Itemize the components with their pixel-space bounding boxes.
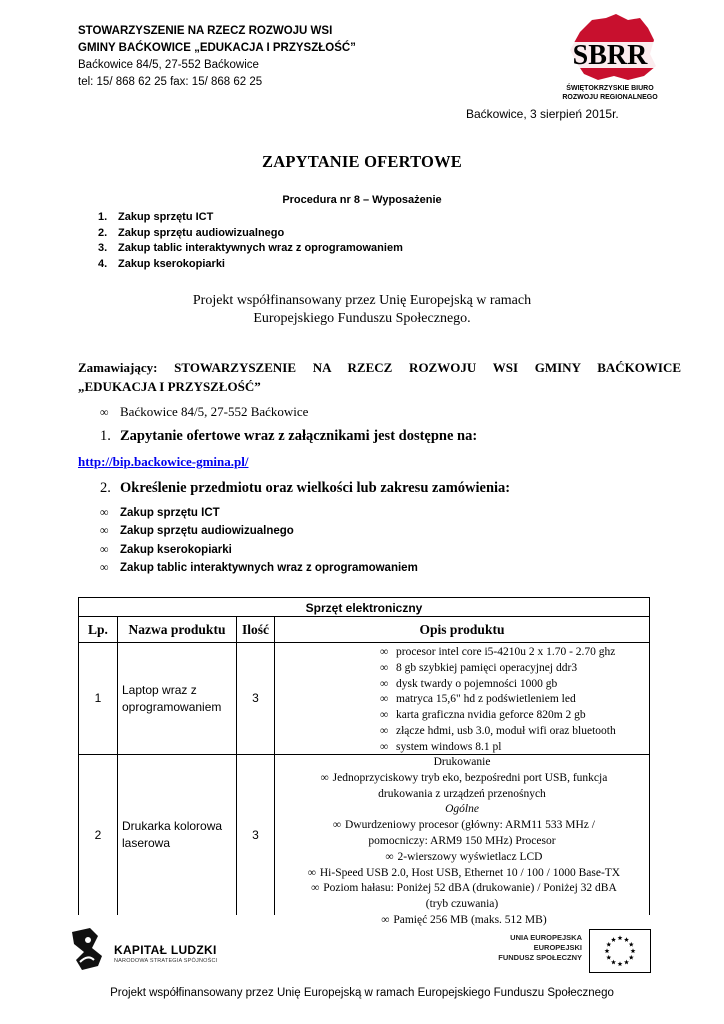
sbrr-logo [558, 14, 662, 106]
eu-star-icon [606, 955, 611, 960]
infinity-bullet-icon: ∞ [380, 661, 389, 674]
sbrr-map-icon [558, 14, 662, 82]
infinity-bullet-icon: ∞ [380, 677, 389, 690]
table-row [79, 643, 649, 755]
table-header-row [79, 617, 649, 643]
cell-description [275, 755, 649, 926]
infinity-bullet-icon: ∞ [100, 505, 109, 519]
infinity-bullet-icon: ∞ [320, 771, 329, 784]
list-item: ∞ Zakup sprzętu ICT [100, 504, 418, 522]
infinity-bullet-icon: ∞ [381, 913, 390, 926]
table-caption: Sprzęt elektroniczny [79, 598, 649, 617]
description-line: ∞ 8 gb szybkiej pamięci operacyjnej ddr3 [275, 661, 649, 677]
list-item: 2. Zakup sprzętu audiowizualnego [98, 226, 285, 239]
cell-quantity: 3 [237, 643, 275, 754]
description-line: (tryb czuwania) [425, 898, 499, 911]
eu-star-icon [605, 948, 610, 953]
eu-star-icon [618, 961, 623, 966]
bullet-list [100, 504, 418, 577]
header-lp: Lp. [79, 617, 118, 642]
infinity-bullet-icon: ∞ [100, 541, 109, 556]
org-phone: tel: 15/ 868 62 25 fax: 15/ 868 62 25 [78, 76, 263, 88]
description-line: ∞ 2-wierszowy wyświetlacz LCD [275, 850, 649, 866]
infinity-bullet-icon: ∞ [311, 882, 320, 895]
description-line: ∞ Poziom hałasu: Poniżej 52 dBA (drukowanie) / Poniżej 32 dBA [275, 881, 649, 897]
section-2-heading: 2. Określenie przedmiotu oraz wielkości lub zakresu zamówienia: [100, 480, 511, 496]
list-item: 3. Zakup tablic interaktywnych wraz z oprogramowaniem [98, 242, 403, 254]
eu-star-icon [618, 935, 623, 940]
ordering-party: Zamawiający: STOWARZYSZENIE NA RZECZ ROZWOJU WSI GMINY BAĆKOWICE [78, 360, 681, 375]
eu-line: EUROPEJSKI [533, 943, 582, 952]
ordering-address: ∞ Baćkowice 84/5, 27-552 Baćkowice [100, 404, 309, 419]
cofinancing-line: Projekt współfinansowany przez Unię Europejską w ramach [192, 293, 532, 308]
header-description: Opis produktu [419, 621, 505, 637]
description-line: Drukowanie [433, 756, 491, 768]
table-row [79, 755, 649, 926]
eu-star-icon [629, 955, 634, 960]
sbrr-logo-text: SBRR [572, 40, 648, 71]
eu-star-icon [631, 948, 636, 953]
cell-quantity: 3 [237, 755, 275, 915]
description-line: ∞ matryca 15,6" hd z podświetleniem led [275, 692, 649, 708]
page-footer: Projekt współfinansowany przez Unię Europejską w ramach Europejskiego Funduszu Społecznego [110, 987, 614, 999]
list-item: ∞ Zakup sprzętu audiowizualnego [100, 522, 418, 540]
equipment-table [78, 597, 650, 926]
header-product-name: Nazwa produktu [118, 617, 237, 642]
letterhead [78, 23, 356, 91]
infinity-bullet-icon: ∞ [380, 724, 389, 737]
infinity-bullet-icon: ∞ [100, 405, 109, 419]
cell-product-name: Drukarka kolorowa laserowa [118, 755, 237, 915]
eu-line: UNIA EUROPEJSKA [510, 933, 582, 942]
ordering-party-name: „EDUKACJA I PRZYSZŁOŚĆ” [78, 379, 261, 394]
cell-description [275, 643, 649, 754]
cell-lp: 1 [79, 643, 118, 754]
description-line: ∞ Dwurdzeniowy procesor (główny: ARM11 533 MHz / [275, 818, 649, 834]
description-line: Ogólne [445, 803, 479, 816]
procedure-heading: Procedura nr 8 – Wyposażenie [282, 194, 442, 206]
eu-star-icon [624, 937, 629, 942]
eu-star-icon [624, 960, 629, 965]
description-line: drukowania z urządzeń przenośnych [378, 787, 546, 800]
infinity-bullet-icon: ∞ [380, 693, 389, 706]
infinity-bullet-icon: ∞ [385, 850, 394, 863]
description-line: ∞ karta graficzna nvidia geforce 820m 2 gb [275, 708, 649, 724]
description-line: ∞ dysk twardy o pojemności 1000 gb [275, 677, 649, 693]
numbered-list [98, 210, 403, 272]
description-line: ∞ złącze hdmi, usb 3.0, moduł wifi oraz bluetooth [275, 724, 649, 740]
kl-subtitle: NARODOWA STRATEGIA SPÓJNOŚCI [114, 958, 218, 964]
infinity-bullet-icon: ∞ [307, 866, 316, 879]
kl-title: KAPITAŁ LUDZKI [114, 943, 217, 957]
header-quantity: Ilość [237, 617, 275, 642]
cell-lp: 2 [79, 755, 118, 915]
description-line: ∞ procesor intel core i5-4210u 2 x 1.70 - 2.70 ghz [275, 645, 649, 661]
org-name-line2: GMINY BAĆKOWICE „EDUKACJA I PRZYSZŁOŚĆ” [78, 42, 356, 54]
bip-link[interactable]: http://bip.backowice-gmina.pl/ [78, 454, 249, 469]
org-address: Baćkowice 84/5, 27-552 Baćkowice [78, 59, 259, 71]
infinity-bullet-icon: ∞ [380, 646, 389, 658]
infinity-bullet-icon: ∞ [380, 709, 389, 722]
org-name-line1: STOWARZYSZENIE NA RZECZ ROZWOJU WSI [78, 25, 333, 37]
sbrr-caption-1: ŚWIĘTOKRZYSKIE BIURO [566, 85, 654, 92]
list-item: 4. Zakup kserokopiarki [98, 257, 225, 270]
list-item: 1. Zakup sprzętu ICT [98, 211, 214, 223]
infinity-bullet-icon: ∞ [380, 740, 389, 753]
description-line: ∞ Jednoprzyciskowy tryb eko, bezpośredni port USB, funkcja [275, 771, 649, 787]
list-item: ∞ Zakup kserokopiarki [100, 541, 418, 559]
eu-star-icon [606, 942, 611, 947]
kapital-ludzki-emblem-icon [68, 926, 108, 972]
document-title: ZAPYTANIE OFERTOWE [262, 152, 462, 171]
description-line: ∞ Pamięć 256 MB (maks. 512 MB) [275, 913, 649, 929]
sbrr-caption-2: ROZWOJU REGIONALNEGO [562, 94, 658, 101]
eu-line: FUNDUSZ SPOŁECZNY [498, 953, 582, 962]
description-line: ∞ Hi-Speed USB 2.0, Host USB, Ethernet 10 / 100 / 1000 Base-TX [275, 866, 649, 882]
eu-flag-icon [589, 929, 651, 973]
section-1-heading: 1. Zapytanie ofertowe wraz z załącznikami jest dostępne na: [100, 428, 478, 444]
cell-product-name: Laptop wraz z oprogramowaniem [118, 643, 237, 754]
description-line: pomocniczy: ARM9 150 MHz) Procesor [368, 834, 556, 847]
eu-star-icon [629, 942, 634, 947]
eu-star-icon [611, 937, 616, 942]
infinity-bullet-icon: ∞ [332, 819, 342, 832]
eu-star-icon [611, 960, 616, 965]
cofinancing-note [0, 292, 724, 328]
description-line: ∞ system windows 8.1 pl [275, 740, 649, 756]
kapital-ludzki-logo [68, 926, 228, 972]
list-item: ∞ Zakup tablic interaktywnych wraz z oprogramowaniem [100, 559, 418, 577]
document-date: Baćkowice, 3 sierpień 2015r. [466, 107, 619, 121]
infinity-bullet-icon: ∞ [100, 523, 109, 538]
infinity-bullet-icon: ∞ [100, 559, 109, 574]
eu-fund-text [478, 933, 582, 963]
cofinancing-line: Europejskiego Funduszu Społecznego. [253, 311, 471, 326]
